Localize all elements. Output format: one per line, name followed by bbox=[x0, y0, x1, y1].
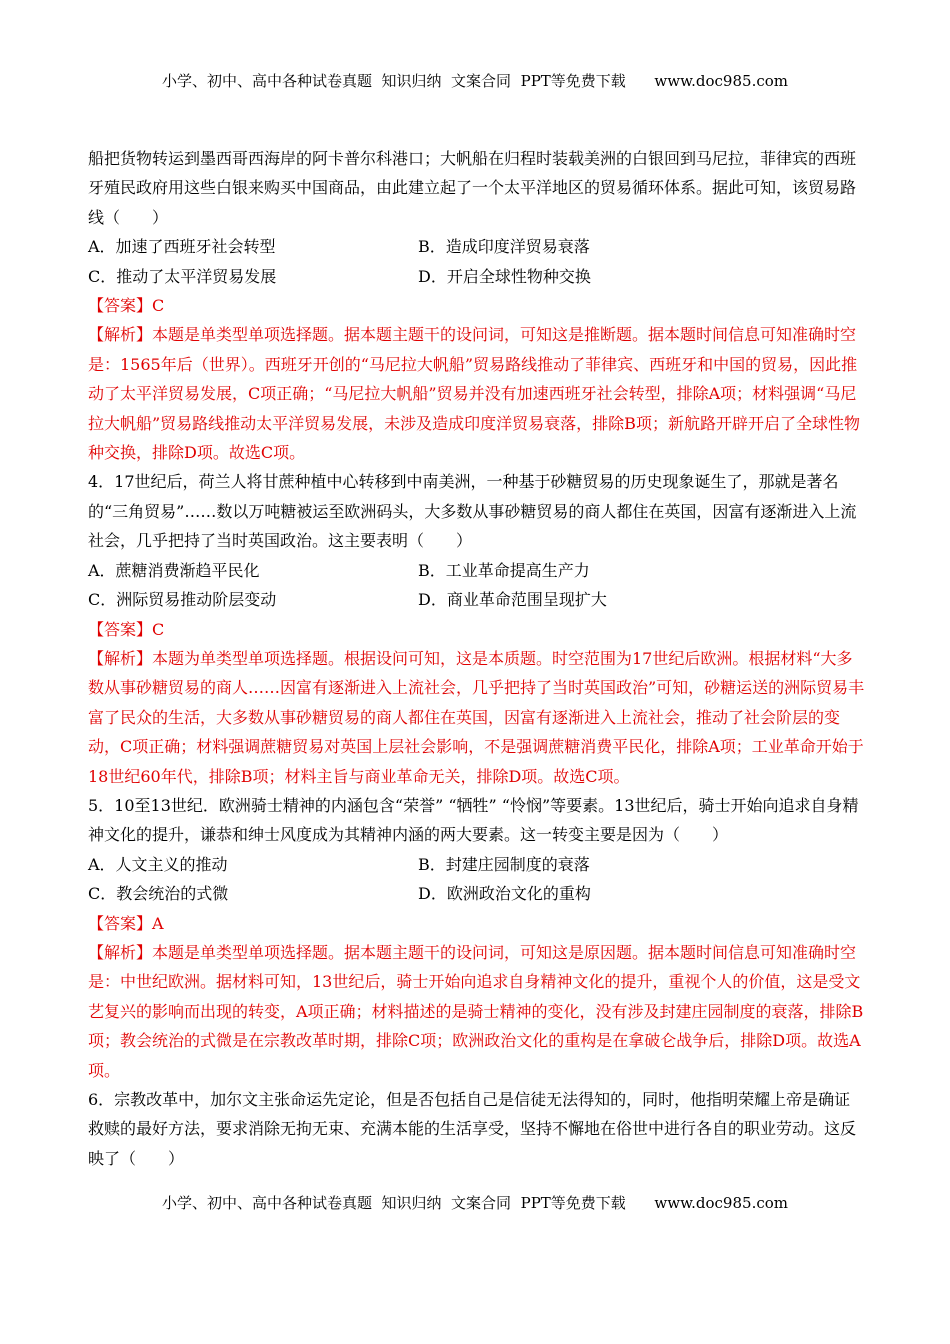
option-d: D．开启全球性物种交换 bbox=[418, 266, 591, 286]
option-b: B．工业革命提高生产力 bbox=[418, 560, 590, 580]
option-a: A．人文主义的推动 bbox=[88, 854, 228, 874]
question-3-answer: 【答案】C bbox=[88, 296, 165, 316]
option-d: D．商业革命范围呈现扩大 bbox=[418, 590, 607, 610]
question-5-stem: 5．10至13世纪．欧洲骑士精神的内涵包含“荣誉” “牺牲” “怜悯”等要素。13世纪后，骑士开始向追求自身精神文化的提升，谦恭和绅士风度成为其精神内涵的两大要素。这一转变主要是因为（ ） bbox=[88, 795, 859, 845]
question-6-stem: 6．宗教改革中，加尔文主张命运先定论，但是否包括自己是信徒无法得知的，同时，他指明荣耀上帝是确证救赎的最好方法，要求消除无拘无束、充满本能的生活享受，坚持不懈地在俗世中进行各自的职业劳动。这反映了（ ） bbox=[88, 1090, 857, 1168]
option-a: A．加速了西班牙社会转型 bbox=[88, 237, 276, 257]
question-3-analysis: 【解析】本题是单类型单项选择题。据本题主题干的设问词，可知这是推断题。据本题时间信息可知准确时空是：1565年后（世界）。西班牙开创的“马尼拉大帆船”贸易路线推动了菲律宾、西班牙和中国的贸易，因此推动了太平洋贸易发展，C项正确；“马尼拉大帆船”贸易并没有加速西班牙社会转型，排除A项；材料强调“马尼拉大帆船”贸易路线推动太平洋贸易发展，未涉及造成印度洋贸易衰落，排除B项；新航路开辟开启了全球性物种交换，排除D项。故选C项。 bbox=[88, 325, 860, 463]
option-b: B．封建庄园制度的衰落 bbox=[418, 854, 590, 874]
question-4-answer: 【答案】C bbox=[88, 619, 165, 639]
question-5-options bbox=[88, 850, 866, 909]
option-a: A．蔗糖消费渐趋平民化 bbox=[88, 560, 260, 580]
question-4-analysis: 【解析】本题为单类型单项选择题。根据设问可知，这是本质题。时空范围为17世纪后欧洲。根据材料“大多数从事砂糖贸易的商人……因富有逐渐进入上流社会，几乎把持了当时英国政治”可知，砂糖运送的洲际贸易丰富了民众的生活，大多数从事砂糖贸易的商人都住在英国，因富有逐渐进入上流社会，推动了社会阶层的变动，C项正确；材料强调蔗糖贸易对英国上层社会影响，不是强调蔗糖消费平民化，排除A项；工业革命开始于18世纪60年代，排除B项；材料主旨与商业革命无关，排除D项。故选C项。 bbox=[88, 648, 865, 786]
option-c: C．洲际贸易推动阶层变动 bbox=[88, 590, 277, 610]
page-footer: 小学、初中、高中各种试卷真题 知识归纳 文案合同 PPT等免费下载 www.doc985.com bbox=[161, 1194, 788, 1212]
option-c: C．推动了太平洋贸易发展 bbox=[88, 266, 277, 286]
option-c: C．教会统治的式微 bbox=[88, 884, 229, 904]
question-5-analysis: 【解析】本题是单类型单项选择题。据本题主题干的设问词，可知这是原因题。据本题时间信息可知准确时空是：中世纪欧洲。据材料可知，13世纪后，骑士开始向追求自身精神文化的提升，重视个人的价值，这是受文艺复兴的影响而出现的转变，A项正确；材料描述的是骑士精神的变化，没有涉及封建庄园制度的衰落，排除B项；教会统治的式微是在宗教改革时期，排除C项；欧洲政治文化的重构是在拿破仑战争后，排除D项。故选A项。 bbox=[88, 942, 864, 1080]
question-5-answer: 【答案】A bbox=[88, 913, 164, 933]
question-3-options bbox=[88, 232, 866, 291]
option-b: B．造成印度洋贸易衰落 bbox=[418, 237, 590, 257]
question-4-options bbox=[88, 556, 866, 615]
question-4-stem: 4．17世纪后，荷兰人将甘蔗种植中心转移到中南美洲，一种基于砂糖贸易的历史现象诞生了，那就是著名的“三角贸易”……数以万吨糖被运至欧洲码头，大多数从事砂糖贸易的商人都住在英国，因富有逐渐进入上流社会，几乎把持了当时英国政治。这主要表明（ ） bbox=[88, 472, 857, 551]
question-content bbox=[88, 144, 866, 1173]
page-header: 小学、初中、高中各种试卷真题 知识归纳 文案合同 PPT等免费下载 www.doc985.com bbox=[161, 72, 788, 90]
option-d: D．欧洲政治文化的重构 bbox=[418, 884, 591, 904]
question-3-stem: 船把货物转运到墨西哥西海岸的阿卡普尔科港口；大帆船在归程时装载美洲的白银回到马尼拉，菲律宾的西班牙殖民政府用这些白银来购买中国商品，由此建立起了一个太平洋地区的贸易循环体系。据此可知，该贸易路线（ ） bbox=[88, 149, 857, 227]
